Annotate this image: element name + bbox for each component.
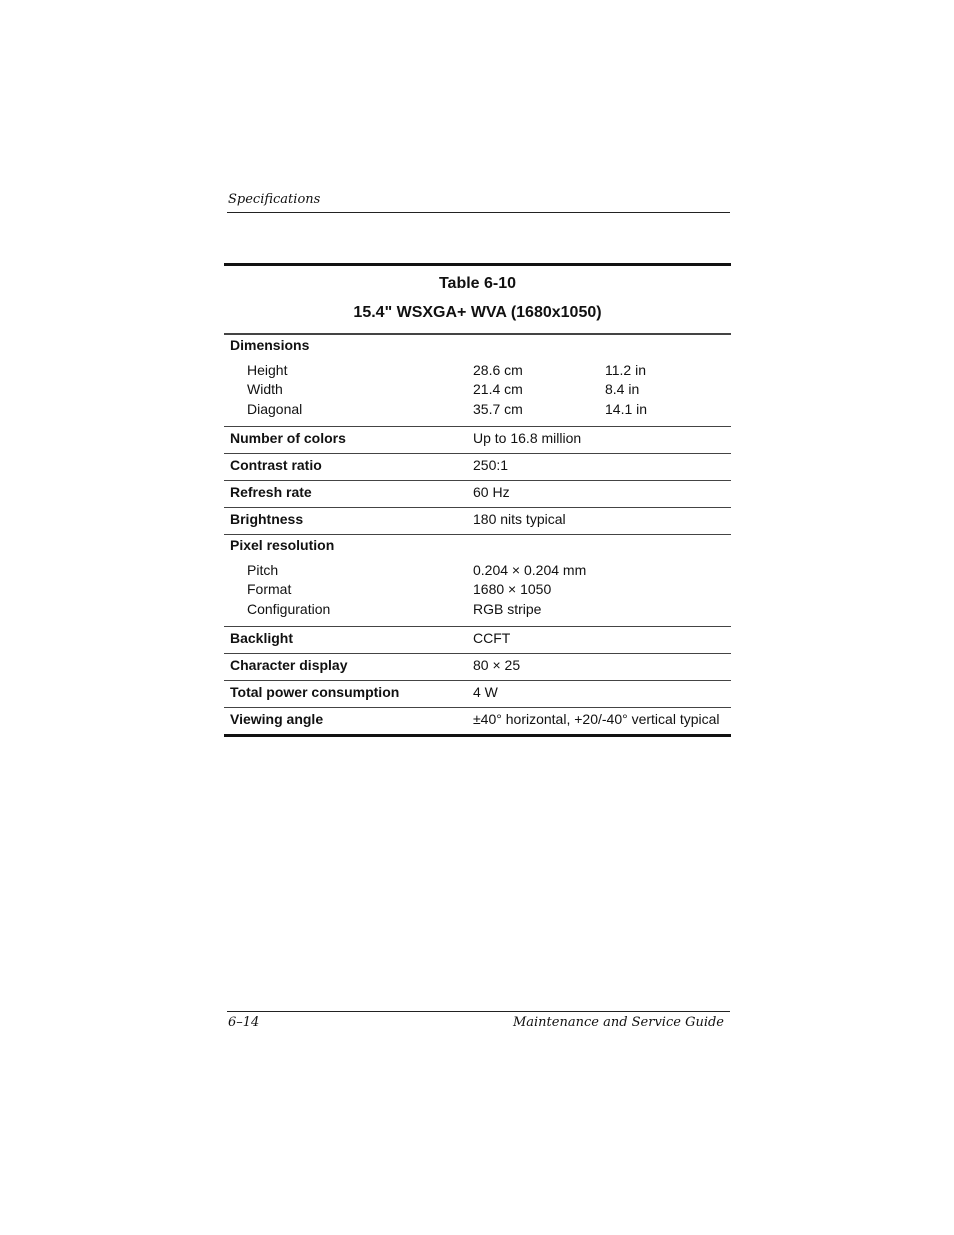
- sub-row-width: [224, 381, 731, 400]
- sub-row-format: [224, 581, 731, 600]
- table-row-dimensions: [224, 334, 731, 426]
- row-label: Dimensions: [230, 337, 310, 353]
- sub-value: 1680 × 1050: [473, 581, 552, 597]
- row-label: Refresh rate: [230, 484, 312, 500]
- running-footer: [227, 1011, 730, 1034]
- sub-label: Diagonal: [247, 401, 303, 417]
- sub-label: Format: [247, 581, 292, 597]
- table-row-viewing-angle: [224, 707, 731, 734]
- sub-row-height: [224, 362, 731, 381]
- sub-label: Width: [247, 381, 283, 397]
- row-label: Contrast ratio: [230, 457, 322, 473]
- imperial-value: 14.1 in: [605, 401, 648, 417]
- row-label: Total power consumption: [230, 684, 400, 700]
- row-label: Backlight: [230, 630, 294, 646]
- sub-value: 0.204 × 0.204 mm: [473, 562, 587, 578]
- row-value: ±40° horizontal, +20/-40° vertical typical: [473, 711, 720, 727]
- table-title: 15.4" WSXGA+ WVA (1680x1050): [353, 304, 602, 321]
- guide-title: Maintenance and Service Guide: [512, 1015, 724, 1030]
- row-label: Pixel resolution: [230, 537, 335, 553]
- page-number: 6–14: [228, 1015, 260, 1030]
- table-caption: [224, 266, 731, 333]
- table-row-pixel-resolution: [224, 534, 731, 626]
- imperial-value: 11.2 in: [605, 362, 646, 378]
- table-row-contrast: [224, 453, 731, 480]
- row-label: Brightness: [230, 511, 304, 527]
- table-row-backlight: [224, 626, 731, 653]
- sub-row-diagonal: [224, 401, 731, 420]
- row-value: CCFT: [473, 630, 511, 646]
- sub-label: Height: [247, 362, 288, 378]
- row-label: Viewing angle: [230, 711, 324, 727]
- metric-value: 35.7 cm: [473, 401, 523, 417]
- table-row-refresh: [224, 480, 731, 507]
- row-label: Character display: [230, 657, 348, 673]
- sub-value: RGB stripe: [473, 601, 542, 617]
- table-row-power: [224, 680, 731, 707]
- running-header: [227, 190, 730, 213]
- row-value: 80 × 25: [473, 657, 521, 673]
- sub-row-pitch: [224, 562, 731, 581]
- sub-row-configuration: [224, 601, 731, 620]
- row-value: 4 W: [473, 684, 498, 700]
- imperial-value: 8.4 in: [605, 381, 640, 397]
- table-row-character-display: [224, 653, 731, 680]
- row-value: Up to 16.8 million: [473, 430, 582, 446]
- row-value: 250:1: [473, 457, 509, 473]
- spec-table: [224, 263, 731, 737]
- sub-label: Pitch: [247, 562, 279, 578]
- table-row-brightness: [224, 507, 731, 534]
- metric-value: 21.4 cm: [473, 381, 523, 397]
- table-row-colors: [224, 426, 731, 453]
- row-value: 180 nits typical: [473, 511, 566, 527]
- table-number: Table 6-10: [438, 275, 517, 292]
- sub-label: Configuration: [247, 601, 331, 617]
- section-title: Specifications: [228, 192, 321, 207]
- row-value: 60 Hz: [473, 484, 510, 500]
- row-label: Number of colors: [230, 430, 346, 446]
- metric-value: 28.6 cm: [473, 362, 523, 378]
